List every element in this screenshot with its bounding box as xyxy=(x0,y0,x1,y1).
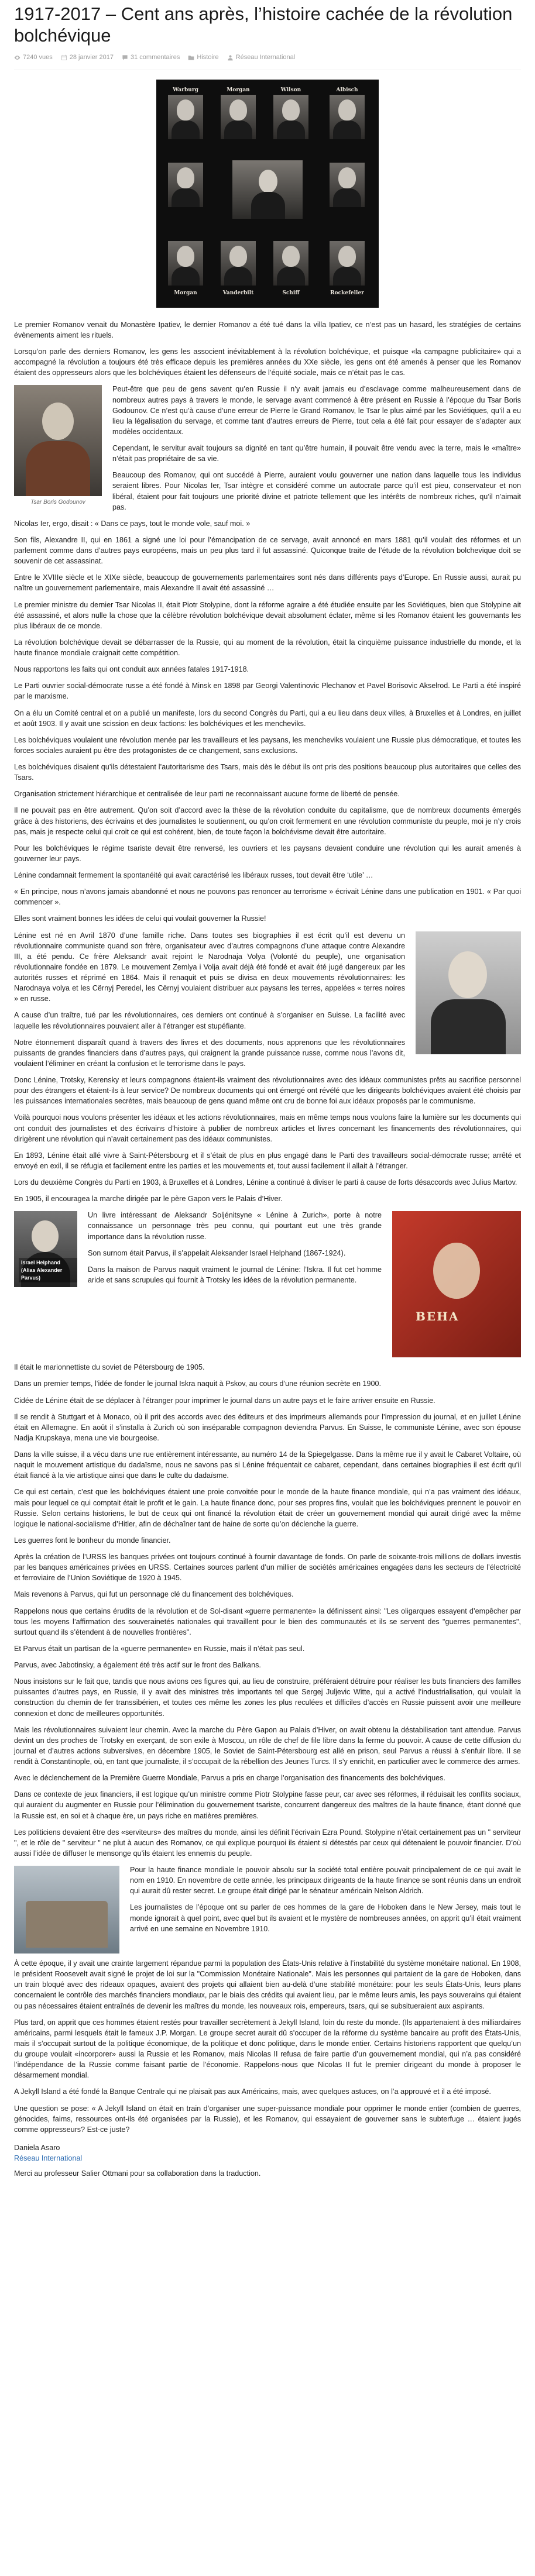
paragraph: Les bolchéviques disaient qu’ils détestaient l’autoritarisme des Tsars, mais dès le début ils ont pris des positions beaucoup plus autoritaires que celles des Tsars. xyxy=(14,763,521,782)
paragraph: Un livre intéressant de Aleksandr Soljénitsyne « Lénine à Zurich», porte à notre connaissance un personnage très peu connu, qui pourtant eut une très grande importance dans la révolution russe. xyxy=(88,1211,382,1241)
paragraph: Les guerres font le bonheur du monde financier. xyxy=(14,1536,171,1545)
portrait-label: Wilson xyxy=(280,87,301,93)
paragraph: Nous rapportons les faits qui ont conduit aux années fatales 1917-1918. xyxy=(14,665,249,674)
paragraph: A cause d’un traître, tué par les révolutionnaires, ces derniers ont continué à s’organiser en Suisse. La facilité avec laquelle les révolutionnaires pouvaient aller à l’étranger est stupéfiante. xyxy=(14,1011,405,1030)
user-icon xyxy=(227,54,234,61)
article-meta xyxy=(14,53,521,70)
paragraph: Le Parti ouvrier social-démocrate russe a été fondé à Minsk en 1898 par Georgi Valentinovic Plechanov et Pavel Borisovic Akselrod. Le Parti a été inspiré par le marxisme. xyxy=(14,682,521,701)
paragraph: Après la création de l’URSS les banques privées ont toujours continué à fournir davantage de fonds. On parle de soixante-trois millions de dollars investis par les banques américaines privées en URSS. Certaines sources parlent d’un millier de sociétés américaines engagées dans les secteurs de l’électricité et ferroviaire de l’Union Soviétique de 1920 à 1945. xyxy=(14,1553,521,1583)
portrait-vanderbilt xyxy=(217,233,259,296)
paragraph: « En principe, nous n’avons jamais abandonné et nous ne pouvons pas renoncer au terrorisme » écrivait Lénine dans une publication en 1901. « Par quoi commencer ». xyxy=(14,888,521,907)
bankers-collage-image xyxy=(156,80,379,308)
jekyll-island-image xyxy=(14,1866,119,1954)
paragraph: La révolution bolchévique devait se débarrasser de la Russie, qui au moment de la révolution, était la cinquième puissance industrielle du monde, et la haute finance mondiale craignait cette compétition. xyxy=(14,638,521,658)
paragraph: Et Parvus était un partisan de la «guerre permanente» en Russie, mais il n’était pas seul. xyxy=(14,1644,305,1653)
paragraph: Voilà pourquoi nous voulons présenter les idéaux et les actions révolutionnaires, mais en même temps nous voulons faire la lumière sur les documents qui ont conduit des journalistes et des écrivains d’histoire à publier de nombreux articles et livres concernant les financements des révolutionnaires, qui dirigèrent une révolution qui n’avait certainement pas des idéaux communistes. xyxy=(14,1113,521,1143)
paragraph: Organisation strictement hiérarchique et centralisée de leur parti ne reconnaissant aucune forme de liberté de pensée. xyxy=(14,790,400,799)
paragraph: Nous insistons sur le fait que, tandis que nous avions ces figures qui, au lieu de construire, préféraient détruire pour réaliser les buts financiers des familles puissantes d’autres pays, en Russie, il y avait des ministres très importants tel que Sergej Juljevic Witte, qui a activé l’industrialisation, qui voulait la construction du chemin de fer transsibérien, et toutes ces même les zones les plus reculées et difficiles d’accès en Russie puissent avoir une meilleure connexion et donc de meilleures opportunités. xyxy=(14,1677,521,1718)
portrait-center-lenin xyxy=(227,154,308,225)
paragraph: Les politiciens devaient être des «serviteurs» des maîtres du monde, ainsi les définit l’écrivain Ezra Pound. Stolypine n’était certainement pas un " serviteur ", et le rôle de " serviteur " ne plut à aucun des Romanov, ce qui explique pourquoi ils étaient si détestés par ceux qui détenaient le pouvoir financier. D’où aussi l’idée de diffuser le mensonge qu’ils étaient les ennemis du peuple. xyxy=(14,1828,521,1858)
paragraph: Il se rendit à Stuttgart et à Monaco, où il prit des accords avec des éditeurs et des imprimeurs allemands pour l’impression du journal, et en juillet Lénine était en Allemagne. En août il s’installa à Zurich où son inséparable compagnon deviendra Parvus. En Suisse, le communiste Lénine, avec son épouse Nadja Krupskaya, mena une vie bourgeoise. xyxy=(14,1412,521,1442)
paragraph: Avec le déclenchement de la Première Guerre Mondiale, Parvus a pris en charge l’organisation des financements des bolchéviques. xyxy=(14,1774,445,1783)
paragraph: On a élu un Comité central et on a publié un manifeste, lors du second Congrès du Parti, qui a eu lieu dans deux villes, à Bruxelles et à Londres, en juillet et août 1903. Il y avait une scission en deux factions: les bolchéviques et les mencheviks. xyxy=(14,709,521,728)
paragraph: Donc Lénine, Trotsky, Kerensky et leurs compagnons étaient-ils vraiment des révolutionnaires avec des idéaux communistes prêts au sacrifice personnel pour des étrangers et étaient-ils à leur service? De nombreux documents qui ont émergé ont révélé que les dirigeants bolchéviques avaient été choisis par les puissances internationales secrètes, mais beaucoup de gens quand même ont cru de bonne foi aux idéaux proposés par le communisme. xyxy=(14,1076,521,1106)
portrait-albisch xyxy=(326,87,368,143)
paragraph: En 1893, Lénine était allé vivre à Saint-Pétersbourg et il s’était de plus en plus engagé dans le Parti des travailleurs social-démocrate russe; arrêté et envoyé en exil, il se réfugia et facilement entre les parties et les mouvements et, tout aussi facilement il allait à l’étranger. xyxy=(14,1151,521,1170)
paragraph: Dans la maison de Parvus naquit vraiment le journal de Lénine: l’Iskra. Il fut cet homme aride et sans scrupules qui fournit à Trotsky les idées de la révolution permanente. xyxy=(88,1265,382,1284)
portrait-label: Albisch xyxy=(336,87,358,93)
paragraph: Rappelons nous que certains érudits de la révolution et de Sol-disant «guerre permanente» la définissent ainsi: "Les oligarques essayent d’empêcher par tous les moyens l’affirmation des souverainetés nationales qui travaillent pour le bien des communautés et ils se servent des "guerres permanentes", surtout quand ils s’étendent à de nouvelles frontières". xyxy=(14,1607,521,1636)
paragraph: Mais revenons à Parvus, qui fut un personnage clé du financement des bolchéviques. xyxy=(14,1590,294,1599)
calendar-icon xyxy=(61,54,67,61)
book-cover-figure xyxy=(392,1211,521,1357)
tsar-caption: Tsar Boris Godounov xyxy=(30,499,85,506)
paragraph: Nicolas Ier, ergo, disait : « Dans ce pays, tout le monde vole, sauf moi. » xyxy=(14,519,251,528)
paragraph: Entre le XVIIIe siècle et le XIXe siècle, beaucoup de gouvernements parlementaires sont nés dans différents pays d’Europe. En Russie aussi, aurait pu naître un gouvernement parlementaire, mais Alexandre II avait été assassiné … xyxy=(14,573,521,593)
paragraph: Son fils, Alexandre II, qui en 1861 a signé une loi pour l’émancipation de ce servage, avait annoncé en mars 1881 qu’il voulait des réformes et un parlement comme dans d’autres pays européens, mais un peu plus tard il fut assassiné. Quiconque traite de l’étude de la révolution bolchevique doit se souvenir de cet assassinat. xyxy=(14,535,521,566)
author-name: Daniela Asaro xyxy=(14,2143,60,2152)
portrait-label: Morgan xyxy=(174,290,197,296)
paragraph: Peut-être que peu de gens savent qu’en Russie il n’y avait jamais eu d’esclavage comme malheureusement dans de nombreux autres pays à travers le monde, le servage avant commencé à être présent en Russie à l’époque du Tsar Boris Godounov. Ce n’est qu’à cause d’une erreur de Pierre le Grand Romanov, le Tsar le plus aimé par les Soviétiques, qu’il a eu lieu la légalisation du servage, et comme tant d’autres erreurs de Pierre, tout cela a été fait pour essayer de s’adapter aux modèles occidentaux. xyxy=(112,385,521,436)
views-counter xyxy=(14,53,53,63)
paragraph: Dans la ville suisse, il a vécu dans une rue entièrement intéressante, au numéro 14 de la Spiegelgasse. Dans la même rue il y avait le Cabaret Voltaire, où naquit le mouvement artistique du dadaïsme, nous ne savons pas si Lénine fréquentait ce cabaret, cependant, dans certaines biographies il est écrit qu’il était fiancé à la vie artistique ainsi que dans le culte du dadaïsme. xyxy=(14,1450,521,1480)
paragraph: Lors du deuxième Congrès du Parti en 1903, à Bruxelles et à Londres, Lénine a continué à diviser le parti à cause de forts désaccords avec Julius Martov. xyxy=(14,1178,517,1187)
paragraph: Dans ce contexte de jeux financiers, il est logique qu’un ministre comme Piotr Stolypine fasse peur, car avec ses réformes, il réduisait les conflits sociaux, qui auraient du augmenter en Russie pour l’élimination du gouvernement tsariste, concurrent dangereux des maîtres de la haute finance, étant donné que la Russie est, en soi et à chaque ère, un pays riche en matières premières. xyxy=(14,1790,521,1820)
paragraph: Elles sont vraiment bonnes les idées de celui qui voulait gouverner la Russie! xyxy=(14,914,266,923)
portrait-warburg xyxy=(164,87,207,143)
paragraph: Une question se pose: « A Jekyll Island on était en train d’organiser une super-puissance mondiale pour opprimer le monde entier (combien de guerres, génocides, faims, ressources ont-ils été organisées par la Russie), et les Romanov, qui essayaient de gouverner sans le subterfuge … étaient jugés comme oppresseurs? Est-ce juste? xyxy=(14,2104,521,2134)
parvus-portrait-image xyxy=(14,1211,77,1287)
paragraph: Beaucoup des Romanov, qui ont succédé à Pierre, auraient voulu gouverner une nation dans laquelle tous les individus seraient libres. Pour Nicolas Ier, Tsar intègre et considéré comme un autocrate parce qu’il est pieu, conservateur et non libéral, étaient pour fait toujours une priorité divine et patriote tellement que les intérêts de nombreux riches, qu’il n’aimait pas. xyxy=(112,471,521,511)
paragraph: En 1905, il encouragea la marche dirigée par le père Gapon vers le Palais d’Hiver. xyxy=(14,1195,283,1203)
tsar-portrait-figure xyxy=(14,385,102,507)
author-block xyxy=(14,2143,521,2164)
views-text: 7240 vues xyxy=(23,54,53,61)
comments-link[interactable] xyxy=(122,53,180,63)
category-link[interactable] xyxy=(188,53,218,63)
lenin-portrait-image xyxy=(416,931,521,1054)
paragraph: Son surnom était Parvus, il s’appelait Aleksander Israel Helphand (1867-1924). xyxy=(88,1249,346,1257)
date-text: 28 janvier 2017 xyxy=(69,54,114,61)
book-cover-title: BEHA xyxy=(416,1309,459,1323)
category-text[interactable]: Histoire xyxy=(197,54,219,61)
comment-icon xyxy=(122,54,128,61)
paragraph: Parvus, avec Jabotinsky, a également été très actif sur le front des Balkans. xyxy=(14,1661,261,1670)
paragraph: Il ne pouvait pas en être autrement. Qu’on soit d’accord avec la thèse de la révolution conduite du capitalisme, que de nombreux documents émergés grâce à des historiens, des écrivains et des journalistes le soutiennent, ou qu’on croit fermement en une révolution communiste du peuple, moi je n’y crois pas, mais je respecte celui qui croit ce qui est cohérent, bien, de toute façon la bolchévisme devait être autoritaire. xyxy=(14,806,521,836)
portrait-label: Rockefeller xyxy=(330,290,364,296)
parvus-caption: Israel Helphand (Alias Alexander Parvus) xyxy=(19,1258,77,1282)
paragraph: Pour les bolchéviques le régime tsariste devait être renversé, les ouvriers et les paysans devaient conduire une révolution qui les aurait amenés à gouverner leur pays. xyxy=(14,844,521,863)
source-text[interactable]: Réseau International xyxy=(235,54,296,61)
comments-text[interactable]: 31 commentaires xyxy=(131,54,180,61)
paragraph: Notre étonnement disparaît quand à travers des livres et des documents, nous apprenons que les révolutionnaires puissants de grandes financiers dans d’autres pays, qui craignent la grande puissance russe, comme nous l’avons dit, voulaient l’éliminer en créant la confusion et le terrorisme dans le pays. xyxy=(14,1038,405,1068)
paragraph: Lénine condamnait fermement la spontanéité qui avait caractérisé les libéraux russes, tout devait être ‘utile’ … xyxy=(14,871,373,880)
paragraph: Ce qui est certain, c’est que les bolchéviques étaient une proie convoitée pour le monde de la haute finance mondiale, qui n’a pas vraiment des idéaux, mais pour lequel ce qui comptait était le profit et le gain. La haute finance donc, pour ses propres fins, voulait que les bolchéviques prennent le pouvoir en Russie. Selon certains historiens, le but de ceux qui ont financé la révolution était de créer un gouvernement mondial qui aurait dirigé avec la même logique le national-socialisme d’Hitler, afin de déchaîner tant de haine de sorte qu’on déclenche la guerre. xyxy=(14,1488,521,1528)
article-title: 1917-2017 – Cent ans après, l’histoire cachée de la révolution bolchévique xyxy=(14,4,513,46)
paragraph: Les bolchéviques voulaient une révolution menée par les travailleurs et les paysans, les mencheviks voulaient une Russie plus démocratique, et toutes les forces sociales auraient pu être des protagonistes de ce changement, sans exclusions. xyxy=(14,735,521,755)
eye-icon xyxy=(14,54,20,61)
paragraph: Cidée de Lénine était de se déplacer à l’étranger pour imprimer le journal dans un autre pays et le faire arriver ensuite en Russie. xyxy=(14,1396,435,1405)
portrait-morgan xyxy=(164,233,207,296)
jekyll-island-figure xyxy=(14,1866,119,1954)
portrait-rockefeller xyxy=(326,233,368,296)
paragraph: Dans un premier temps, l’idée de fonder le journal Iskra naquit à Pskov, au cours d’une réunion secrète en 1900. xyxy=(14,1380,382,1388)
article-body xyxy=(14,319,521,2135)
portrait-wilson xyxy=(270,87,312,143)
paragraph: Plus tard, on apprit que ces hommes étaient restés pour travailler secrètement à Jekyll Island, loin du reste du monde. (Ils appartenaient à des milliardaires américains, parmi lesquels était le fameux J.P. Morgan. Le groupe secret aurait dû s’occuper de la réforme du système bancaire au profit des États-Unis, mais il s’occupait surtout de la politique économique, de la politique et donc politique, dans le monde entier. Certains historiens rapportent que quelqu’un du groupe voulait «incorporer» aussi la Russie et les Romanov, mais Nicolas II refusa de faire partie d’un gouvernement mondial, qui n’a pas considéré l’indépendance de la Russie comme faisant partie de l’économie. Rappelons-nous que Nicolas II fut le premier dirigeant du monde à proposer le désarmement mondial. xyxy=(14,2018,521,2080)
paragraph: Lorsqu’on parle des derniers Romanov, les gens les associent inévitablement à la révolution bolchévique, et puisque «la campagne publicitaire» qui a accompagné la révolution a toujours été très efficace depuis les premières années du XXe siècle, les gens ont été amenés à penser que les Romanov étaient des oppresseurs alors que les bolchéviques étaient les défenseurs de l’équité sociale, mais ce n’était pas le cas. xyxy=(14,348,521,377)
portrait-right-middle xyxy=(326,154,368,211)
paragraph: Lénine est né en Avril 1870 d’une famille riche. Dans toutes ses biographies il est écrit qu’il est devenu un révolutionnaire communiste quand son frère, organisateur avec d’autres compagnons d’une attaque contre Alexandre III, a été pendu. Ce frère Aleksandr avait rejoint le Narodnaja Volya (Volonté du peuple), une organisation révolutionnaire fondée en 1879. Le mouvement Zemlya i Volja avait déjà été fondé et avait été jugé dangereux par les autorités russes et réprimé en 1864. Mais il renaquit et puis se divisa en deux mouvements révolutionnaires: les Narodnaya volya et les Cërnyj Peredel, les Cërnyj voulaient distribuer aux paysans les terres, appelées « terres noires » en russe. xyxy=(14,931,405,1003)
paragraph: Il était le marionnettiste du soviet de Pétersbourg de 1905. xyxy=(14,1363,205,1372)
portrait-label: Warburg xyxy=(173,87,198,93)
lenin-portrait-figure xyxy=(416,931,521,1054)
parvus-portrait-figure xyxy=(14,1211,77,1287)
paragraph: Les journalistes de l’époque ont su parler de ces hommes de la gare de Hoboken dans le New Jersey, mais tout le monde ignorait à quel point, avec quel but ils avaient et le mystère de nombreuses années, on apprit qu’il était vraiment arrivé en une semaine en Novembre 1910. xyxy=(130,1903,521,1933)
portrait-label: Schiff xyxy=(282,290,300,296)
paragraph: Le premier ministre du dernier Tsar Nicolas II, était Piotr Stolypine, dont la réforme agraire a été étudiée ensuite par les Soviétiques, bien que Stolypine ait été assassiné, et alors nulle la chose que la célèbre révolution bolchévique devait absolument éclater, même si les Romanov étaient les gouvernants les plus libéraux de ce monde. xyxy=(14,600,521,630)
date-item xyxy=(61,53,114,63)
paragraph: Pour la haute finance mondiale le pouvoir absolu sur la société total entière pouvait principalement de ce qui avait le nom en 1910. En novembre de cette année, les principaux dirigeants de la haute finance se sont réunis dans un endroit qui aurait dû rester secret. Le groupe était dirigé par le sénateur américain Nelson Aldrich. xyxy=(130,1866,521,1896)
tsar-portrait-image xyxy=(14,385,102,496)
portrait-schiff xyxy=(270,233,312,296)
paragraph: Cependant, le servitur avait toujours sa dignité en tant qu’être humain, il pouvait être vendu avec la terre, mais le «maître» n’était pas propriétaire de sa vie. xyxy=(112,444,521,463)
portrait-label: Morgan xyxy=(227,87,250,93)
translation-thanks: Merci au professeur Salier Ottmani pour sa collaboration dans la traduction. xyxy=(14,2169,261,2178)
portrait-morgan-top xyxy=(217,87,259,143)
author-source-link[interactable]: Réseau International xyxy=(14,2154,83,2162)
folder-icon xyxy=(188,54,194,61)
paragraph: A Jekyll Island a été fondé la Banque Centrale qui ne plaisait pas aux Américains, mais, avec quelques astuces, on l’a approuvé et il a été imposé. xyxy=(14,2087,491,2096)
portrait-left-middle xyxy=(164,154,207,211)
paragraph: À cette époque, il y avait une crainte largement répandue parmi la population des États-Unis relative à l’instabilité du système monétaire national. En 1908, le président Roosevelt avait signé le projet de loi sur la "Commission Monétaire Nationale". Mais les personnes qui partaient de la gare de Hoboken, dans un train bloqué avec des rideaux opaques, avaient des projets qui allaient bien au-delà d’une stabilité monétaire: pour les seuls États-Unis, leurs plans concernaient le contrôle des marchés financiers mondiaux, par le biais des crédits qui avaient lieu, par le même leurs amis, les pays souverains qui étaient ou pas nécessaires étaient entraînés de devenir les maîtres du monde, les nouveaux rois, empereurs, tsars, qui se subsitueraient aux aspirants. xyxy=(14,1959,521,2010)
paragraph: Le premier Romanov venait du Monastère Ipatiev, le dernier Romanov a été tué dans la villa Ipatiev, ce n’est pas un hasard, les stratégies de certains évènements aiment les rituels. xyxy=(14,320,521,339)
book-cover-image xyxy=(392,1211,521,1357)
source-link[interactable] xyxy=(227,53,296,63)
portrait-label: Vanderbilt xyxy=(222,290,254,296)
paragraph: Mais les révolutionnaires suivaient leur chemin. Avec la marche du Père Gapon au Palais d’Hiver, on avait obtenu la déstabilisation tant attendue. Parvus devint un des proches de Trotsky en exerçant, de son exile à Moscou, un rôle de chef de file libre dans la ferme du pouvoir. A cause de cette diffusion du journal et d’autres actions subversives, en décembre 1905, le Soviet de Saint-Pétersbourg est allé en prison, seul Parvus a réussi à s’enfuir libre. Il se rendit à Constantinople, où, en tant que journaliste, il s’occupait de la rébellion des Jeunes Turcs. Il s’y enrichit, en particulier avec le commerce des armes. xyxy=(14,1725,521,1766)
